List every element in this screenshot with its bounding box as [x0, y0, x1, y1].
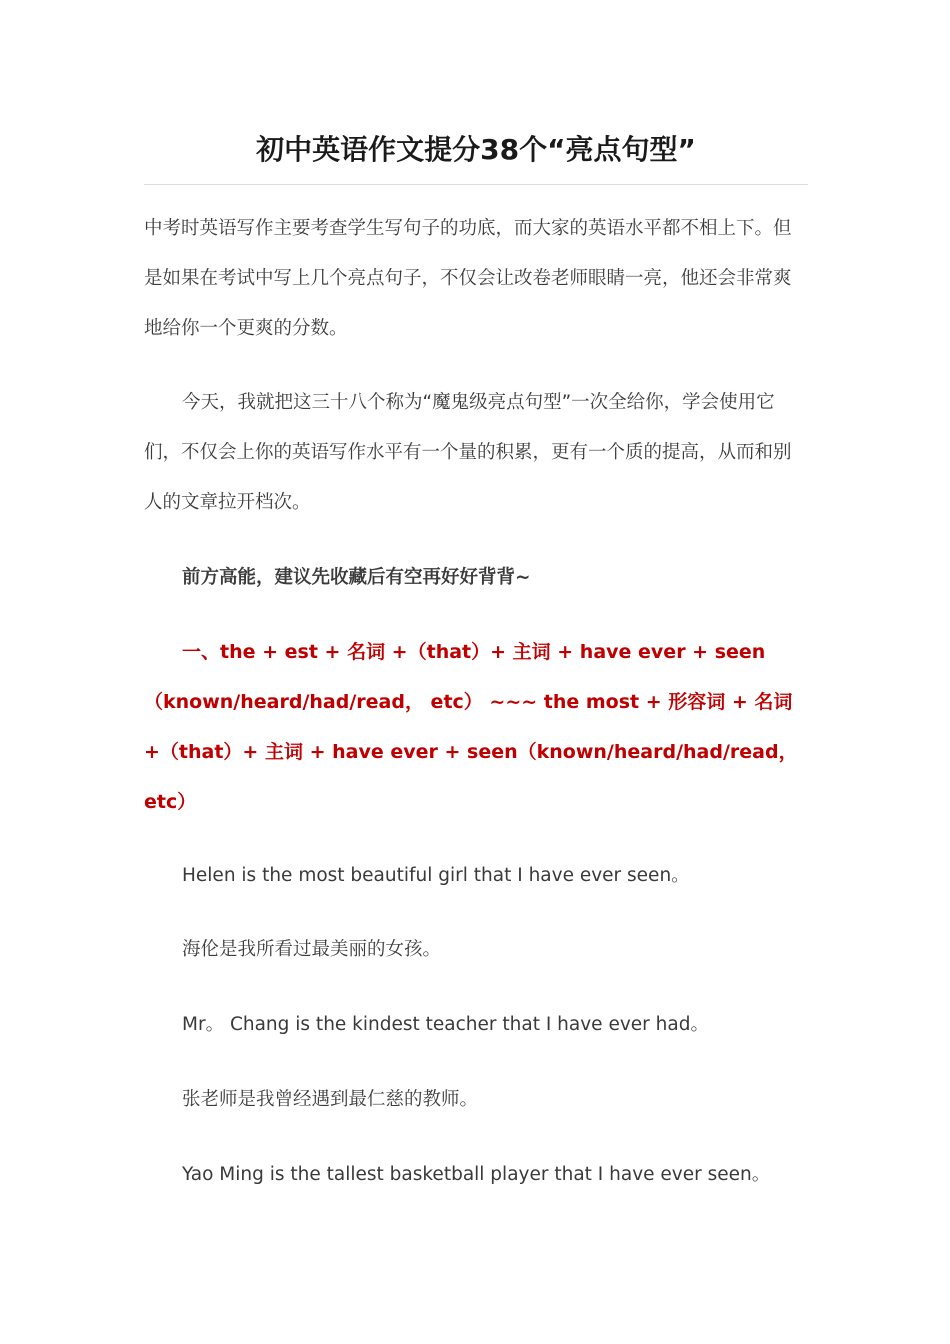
example-translation-2: 张老师是我曾经遇到最仁慈的教师。 [182, 1089, 479, 1110]
today-paragraph: 今天，我就把这三十八个称为“魔鬼级亮点句型”一次全给你，学会使用它们，不仅会上你的英语写作水平有一个量的积累，更有一个质的提高，从而和别人的文章拉开档次。 [144, 392, 792, 513]
example-sentence-3: Yao Ming is the tallest basketball player that I have ever seen。 [182, 1164, 771, 1185]
example-translation-1: 海伦是我所看过最美丽的女孩。 [182, 939, 442, 960]
title-divider [144, 184, 808, 185]
intro-paragraph: 中考时英语写作主要考查学生写句子的功底，而大家的英语水平都不相上下。但是如果在考试中写上几个亮点句子，不仅会让改卷老师眼睛一亮，他还会非常爽地给你一个更爽的分数。 [144, 218, 792, 339]
page-title: 初中英语作文提分38个“亮点句型” [256, 133, 696, 166]
section-1-heading: 一、the + est + 名词 +（that）+ 主词 + have ever + seen（known/heard/had/read， etc） ~~~ the most + 形容词 + 名词 +（that）+ 主词 + have ever + seen（known/heard/had/read，etc） [144, 641, 798, 813]
tip-paragraph: 前方高能，建议先收藏后有空再好好背背~ [182, 567, 531, 588]
example-sentence-1: Helen is the most beautiful girl that I have ever seen。 [182, 865, 690, 886]
example-sentence-2: Mr。 Chang is the kindest teacher that I have ever had。 [182, 1014, 709, 1035]
